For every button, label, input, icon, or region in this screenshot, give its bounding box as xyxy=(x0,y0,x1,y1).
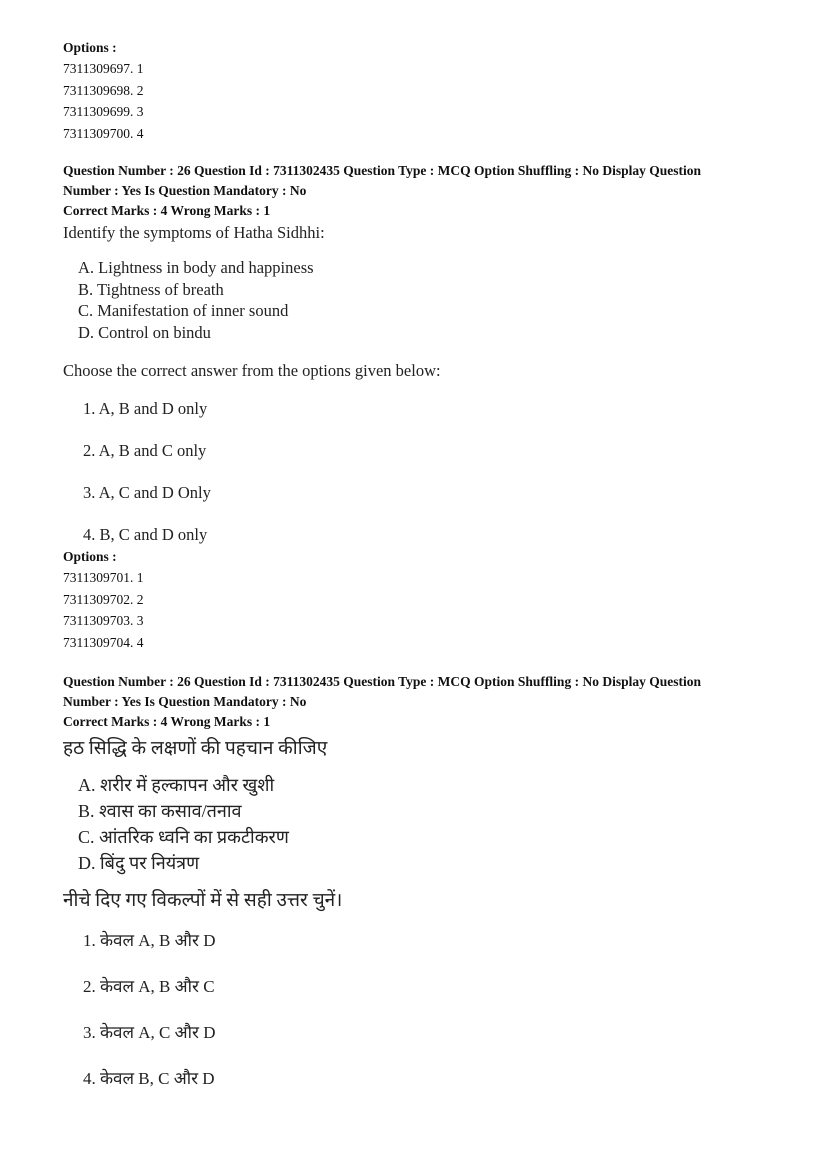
choose-instruction: नीचे दिए गए विकल्पों में से सही उत्तर चुनें। xyxy=(63,890,343,911)
statement-item: B. Tightness of breath xyxy=(78,279,224,299)
question-meta-line2: Number : Yes Is Question Mandatory : No xyxy=(63,183,307,198)
question-meta-line2: Number : Yes Is Question Mandatory : No xyxy=(63,694,307,709)
answer-choice: 4. केवल B, C और D xyxy=(83,1069,215,1088)
answer-choice: 2. केवल A, B और C xyxy=(83,977,215,996)
option-id: 7311309701. 1 xyxy=(63,570,144,585)
answer-choice: 1. केवल A, B और D xyxy=(83,931,216,950)
answer-choices xyxy=(83,399,783,547)
option-id: 7311309702. 2 xyxy=(63,591,144,607)
options-label: Options : xyxy=(63,549,117,564)
question-meta-line1: Question Number : 26 Question Id : 7311302435 Question Type : MCQ Option Shuffling : No Display Question xyxy=(63,163,701,178)
option-id: 7311309703. 3 xyxy=(63,613,144,628)
statement-item: C. आंतरिक ध्वनि का प्रकटीकरण xyxy=(78,827,289,847)
document-page xyxy=(63,38,783,1112)
option-id: 7311309699. 3 xyxy=(63,104,144,119)
answer-choice: 3. केवल A, C और D xyxy=(83,1023,216,1042)
statement-list xyxy=(78,772,783,876)
option-id: 7311309697. 1 xyxy=(63,61,144,76)
question-stem: Identify the symptoms of Hatha Sidhhi: xyxy=(63,223,325,242)
top-options-block xyxy=(63,38,783,144)
choose-instruction: Choose the correct answer from the options given below: xyxy=(63,361,441,380)
statement-item: B. श्वास का कसाव/तनाव xyxy=(78,801,242,821)
question-english xyxy=(63,161,783,653)
options-label: Options : xyxy=(63,40,117,55)
question-meta-line1: Question Number : 26 Question Id : 7311302435 Question Type : MCQ Option Shuffling : No Display Question xyxy=(63,674,701,689)
option-id: 7311309704. 4 xyxy=(63,634,144,650)
question-hindi xyxy=(63,672,783,1112)
statement-item: C. Manifestation of inner sound xyxy=(78,301,289,320)
question-stem: हठ सिद्धि के लक्षणों की पहचान कीजिए xyxy=(63,738,328,759)
statement-item: D. बिंदु पर नियंत्रण xyxy=(78,853,200,873)
answer-choice: 1. A, B and D only xyxy=(83,399,208,418)
answer-choices xyxy=(83,928,783,1112)
statement-item: A. Lightness in body and happiness xyxy=(78,258,314,277)
question-marks: Correct Marks : 4 Wrong Marks : 1 xyxy=(63,203,271,218)
option-id: 7311309700. 4 xyxy=(63,125,144,141)
answer-choice: 2. A, B and C only xyxy=(83,441,207,460)
statement-list xyxy=(78,257,783,343)
answer-choice: 4. B, C and D only xyxy=(83,525,208,544)
statement-item: D. Control on bindu xyxy=(78,322,211,342)
question-marks: Correct Marks : 4 Wrong Marks : 1 xyxy=(63,714,271,729)
answer-choice: 3. A, C and D Only xyxy=(83,483,211,502)
statement-item: A. शरीर में हल्कापन और खुशी xyxy=(78,775,275,795)
option-id: 7311309698. 2 xyxy=(63,82,144,98)
